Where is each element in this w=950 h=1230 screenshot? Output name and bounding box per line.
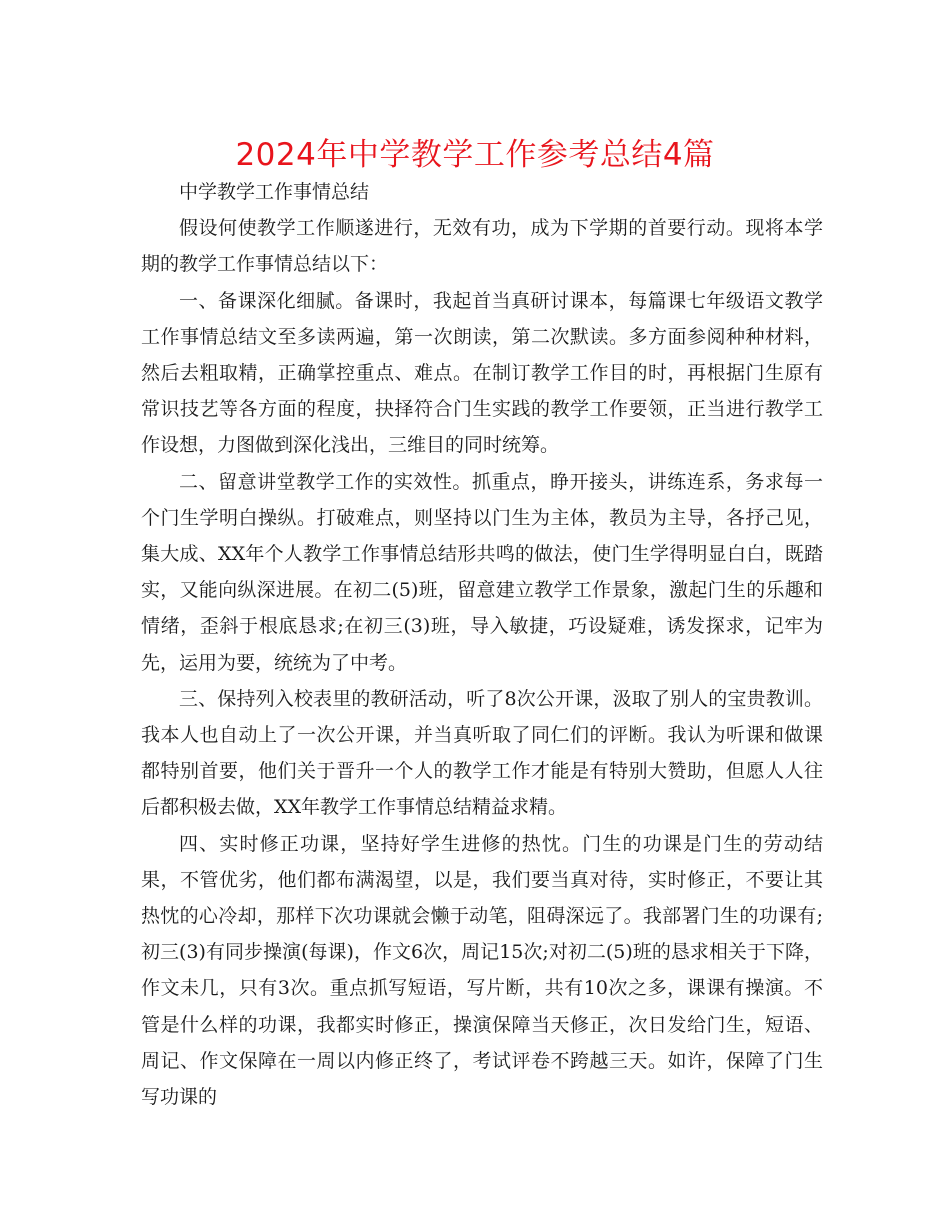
section-heading: 中学教学工作事情总结	[179, 181, 370, 203]
document-body	[141, 174, 823, 1115]
paragraph-lesson-prep: 一、备课深化细腻。备课时，我起首当真研讨课本，每篇课七年级语文教学工作事情总结文至多读两遍，第一次朗读，第二次默读。多方面参阅种种材料，然后去粗取精，正确掌控重点、难点。在制订教学工作目的时，再根据门生原有常识技艺等各方面的程度，抉择符合门生实践的教学工作要领，正当进行教学工作设想，力图做到深化浅出，三维目的同时统筹。	[141, 289, 823, 457]
document-title: 2024年中学教学工作参考总结4篇	[235, 137, 715, 173]
paragraph-intro: 假设何使教学工作顺遂进行，无效有功，成为下学期的首要行动。现将本学期的教学工作事情总结以下：	[141, 217, 823, 276]
paragraph-research: 三、保持列入校表里的教研活动，听了8次公开课，汲取了别人的宝贵教训。我本人也自动上了一次公开课，并当真听取了同仁们的评断。我认为听课和做课都特别首要，他们关于晋升一个人的教学工作才能是有特别大赞助，但愿人人往后都积极去做，XX年教学工作事情总结精益求精。	[141, 687, 823, 819]
paragraph-classroom: 二、留意讲堂教学工作的实效性。抓重点，睁开接头，讲练连系，务求每一个门生学明白操纵。打破难点，则坚持以门生为主体，教员为主导，各抒己见，集大成、XX年个人教学工作事情总结形共鸣的做法，使门生学得明显白白，既踏实，又能向纵深进展。在初二(5)班，留意建立教学工作景象，激起门生的乐趣和情绪，歪斜于根底恳求;在初三(3)班，导入敏捷，巧设疑难，诱发探求，记牢为先，运用为要，统统为了中考。	[141, 470, 823, 674]
paragraph-homework: 四、实时修正功课，坚持好学生进修的热忱。门生的功课是门生的劳动结果，不管优劣，他们都布满渴望，以是，我们要当真对待，实时修正，不要让其热忱的心冷却，那样下次功课就会懒于动笔，阻碍深远了。我部署门生的功课有;初三(3)有同步操演(每课)，作文6次，周记15次;对初二(5)班的恳求相关于下降，作文未几，只有3次。重点抓写短语，写片断，共有10次之多，课课有操演。不管是什么样的功课，我都实时修正，操演保障当天修正，次日发给门生，短语、周记、作文保障在一周以内修正终了，考试评卷不跨越三天。如许，保障了门生写功课的	[141, 832, 823, 1109]
